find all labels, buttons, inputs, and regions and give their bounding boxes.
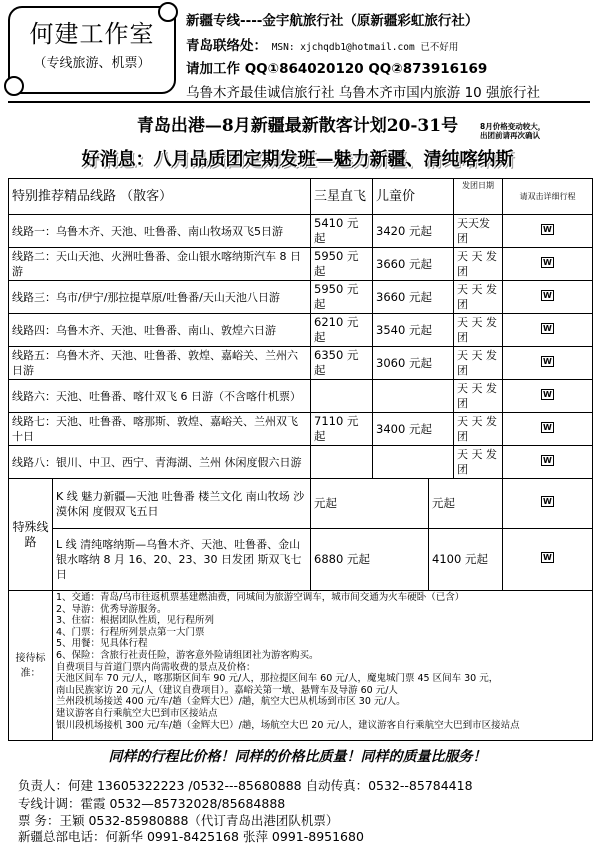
footer-planner: 专线计调：霍霞 0532—85732028/85684888 bbox=[18, 796, 286, 811]
detail-link-icon[interactable] bbox=[503, 347, 593, 380]
header-divider bbox=[8, 101, 590, 103]
special-routes-label: 特殊线路 bbox=[9, 479, 53, 591]
departure-date: 天 天 发 团 bbox=[454, 380, 503, 413]
detail-link-icon[interactable] bbox=[503, 529, 593, 591]
contact-label: 青岛联络处： bbox=[186, 38, 267, 54]
note-line: 兰州段机场接送 400 元/车/趟（金辉大巴）/趟，航空大巴从机场到市区 30 元/人。 bbox=[56, 696, 406, 708]
adult-price: 6210 元起 bbox=[311, 314, 373, 347]
header-child-price: 儿童价 bbox=[373, 179, 454, 215]
table-row bbox=[9, 380, 593, 413]
departure-plan-title: 青岛出港—8月新疆最新散客计划20-31号 bbox=[136, 116, 459, 136]
child-price bbox=[373, 446, 454, 479]
special-route-name: L 线 清纯喀纳斯—乌鲁木齐、天池、吐鲁番、金山银水喀纳 8 月 16、20、23、30 日发团 斯双飞七日 bbox=[53, 529, 311, 591]
route-name: 线路三：乌市/伊宁/那拉提草原/吐鲁番/天山天池八日游 bbox=[9, 281, 311, 314]
reception-standards-row bbox=[9, 591, 593, 741]
child-price: 3420 元起 bbox=[373, 215, 454, 248]
child-price: 3660 元起 bbox=[373, 248, 454, 281]
child-price bbox=[373, 380, 454, 413]
price-change-note-1: 8月价格变动较大， bbox=[480, 122, 546, 131]
note-line: 建议游客自行乘航空大巴到市区接站点 bbox=[56, 707, 218, 719]
price-change-note-2: 出团前请再次确认 bbox=[480, 131, 540, 140]
table-row bbox=[9, 446, 593, 479]
footer-manager: 负责人：何建 13605322223 /0532---85680888 自动传真：0532--85784418 bbox=[18, 778, 473, 793]
departure-date: 天 天 发 团 bbox=[454, 314, 503, 347]
adult-price bbox=[311, 446, 373, 479]
adult-price: 6350 元起 bbox=[311, 347, 373, 380]
table-row bbox=[9, 529, 593, 591]
table-row bbox=[9, 215, 593, 248]
header-detail: 请双击详细行程 bbox=[503, 179, 593, 215]
table-row bbox=[9, 413, 593, 446]
route-name: 线路六：天池、吐鲁番、喀什双飞 6 日游（不含喀什机票） bbox=[9, 380, 311, 413]
msn-address: MSN: xjchqdb1@hotmail.com 已不好用 bbox=[271, 42, 459, 53]
note-line: 自费项目与首道门票内尚需收费的景点及价格： bbox=[56, 661, 256, 673]
child-price: 3060 元起 bbox=[373, 347, 454, 380]
header-date: 发团日期 bbox=[454, 179, 503, 215]
route-name: 线路五：乌鲁木齐、天池、吐鲁番、敦煌、嘉峪关、兰州六日游 bbox=[9, 347, 311, 380]
route-name: 线路一：乌鲁木齐、天池、吐鲁番、南山牧场双飞5日游 bbox=[9, 215, 311, 248]
note-line: 3、住宿：根据团队性质，见行程所列 bbox=[56, 615, 215, 627]
note-line: 银川段机场接机 300 元/车/趟（金辉大巴）/趟，场航空大巴 20 元/人，建议游客自行乘航空大巴到市区接站点 bbox=[56, 719, 520, 731]
route-name: 线路二：天山天池、火洲吐鲁番、金山银水喀纳斯汽车 8 日游 bbox=[9, 248, 311, 281]
studio-title: 何建工作室 bbox=[29, 20, 155, 48]
studio-subtitle: （专线旅游、机票） bbox=[33, 56, 151, 71]
adult-price bbox=[311, 380, 373, 413]
footer-hq-phone: 新疆总部电话：何新华 0991-8425168 张萍 0991-8951680 bbox=[18, 829, 364, 844]
header-adult-price: 三星直飞 bbox=[311, 179, 373, 215]
child-price: 3400 元起 bbox=[373, 413, 454, 446]
note-line: 南山民族家访 20 元/人（建议自费项目）。嘉峪关第一墩、悬臂车及导游 60 元/人 bbox=[56, 684, 398, 696]
slogan: 同样的行程比价格！同样的价格比质量！同样的质量比服务！ bbox=[108, 749, 487, 765]
table-row bbox=[9, 281, 593, 314]
detail-link-icon[interactable] bbox=[503, 314, 593, 347]
reception-standards-label: 接待标准： bbox=[9, 591, 53, 741]
price-change-note bbox=[480, 122, 545, 140]
table-row bbox=[9, 347, 593, 380]
detail-link-icon[interactable] bbox=[503, 413, 593, 446]
note-line: 天池区间车 70 元/人，喀那斯区间车 90 元/人，那拉提区间车 60 元/人，魔鬼城门票 45 区间车 30 元， bbox=[56, 673, 499, 685]
special-adult-price: 6880 元起 bbox=[311, 529, 429, 591]
departure-date: 天 天 发 团 bbox=[454, 281, 503, 314]
route-table bbox=[8, 178, 593, 741]
footer-ticketing: 票 务：王颖 0532-85980888（代订青岛出港团队机票） bbox=[18, 813, 339, 828]
table-row bbox=[9, 248, 593, 281]
detail-link-icon[interactable] bbox=[503, 281, 593, 314]
child-price: 3660 元起 bbox=[373, 281, 454, 314]
departure-date: 天 天 发 团 bbox=[454, 248, 503, 281]
child-price: 3540 元起 bbox=[373, 314, 454, 347]
departure-date: 天 天 发 团 bbox=[454, 446, 503, 479]
agency-line: 新疆专线----金宇航旅行社（原新疆彩虹旅行社） bbox=[186, 13, 479, 29]
special-adult-price: 元起 bbox=[311, 479, 429, 529]
adult-price: 5950 元起 bbox=[311, 281, 373, 314]
detail-link-icon[interactable] bbox=[503, 446, 593, 479]
agency-awards-line: 乌鲁木齐最佳诚信旅行社 乌鲁木齐市国内旅游 10 强旅行社 bbox=[186, 85, 541, 101]
adult-price: 5410 元起 bbox=[311, 215, 373, 248]
detail-link-icon[interactable] bbox=[503, 479, 593, 529]
note-line: 2、导游：优秀导游服务。 bbox=[56, 603, 167, 615]
note-line: 6、保险：含旅行社责任险，游客意外险请组团社为游客购买。 bbox=[56, 649, 319, 661]
departure-date: 天 天 发 团 bbox=[454, 413, 503, 446]
contact-line bbox=[186, 34, 458, 54]
adult-price: 5950 元起 bbox=[311, 248, 373, 281]
note-line: 4、门票：行程所列景点第一大门票 bbox=[56, 626, 205, 638]
departure-date: 天 天 发 团 bbox=[454, 347, 503, 380]
route-name: 线路四：乌鲁木齐、天池、吐鲁番、南山、敦煌六日游 bbox=[9, 314, 311, 347]
scroll-curl-decoration bbox=[4, 76, 24, 96]
note-line: 1、交通：青岛/乌市往返机票基建燃油费，同城间为旅游空调车，城市间交通为火车硬卧（已含） bbox=[56, 592, 465, 603]
detail-link-icon[interactable] bbox=[503, 215, 593, 248]
route-name: 线路七：天池、吐鲁番、喀那斯、敦煌、嘉峪关、兰州双飞十日 bbox=[9, 413, 311, 446]
adult-price: 7110 元起 bbox=[311, 413, 373, 446]
table-row bbox=[9, 479, 593, 529]
departure-date: 天天发团 bbox=[454, 215, 503, 248]
qq-line: 请加工作 QQ①864020120 QQ②873916169 bbox=[186, 61, 488, 77]
route-name: 线路八：银川、中卫、西宁、青海湖、兰州 休闲度假六日游 bbox=[9, 446, 311, 479]
table-row bbox=[9, 314, 593, 347]
special-route-name: K 线 魅力新疆—天池 吐鲁番 楼兰文化 南山牧场 沙漠休闲 度假双飞五日 bbox=[53, 479, 311, 529]
good-news-banner: 好消息：八月品质团定期发班—魅力新疆、清纯喀纳斯 bbox=[81, 149, 514, 170]
note-line: 5、用餐：见具体行程 bbox=[56, 638, 148, 650]
detail-link-icon[interactable] bbox=[503, 248, 593, 281]
detail-link-icon[interactable] bbox=[503, 380, 593, 413]
header-route: 特别推荐精品线路 （散客） bbox=[9, 179, 311, 215]
special-child-price: 4100 元起 bbox=[429, 529, 503, 591]
reception-standards-text bbox=[53, 591, 593, 741]
special-child-price: 元起 bbox=[429, 479, 503, 529]
